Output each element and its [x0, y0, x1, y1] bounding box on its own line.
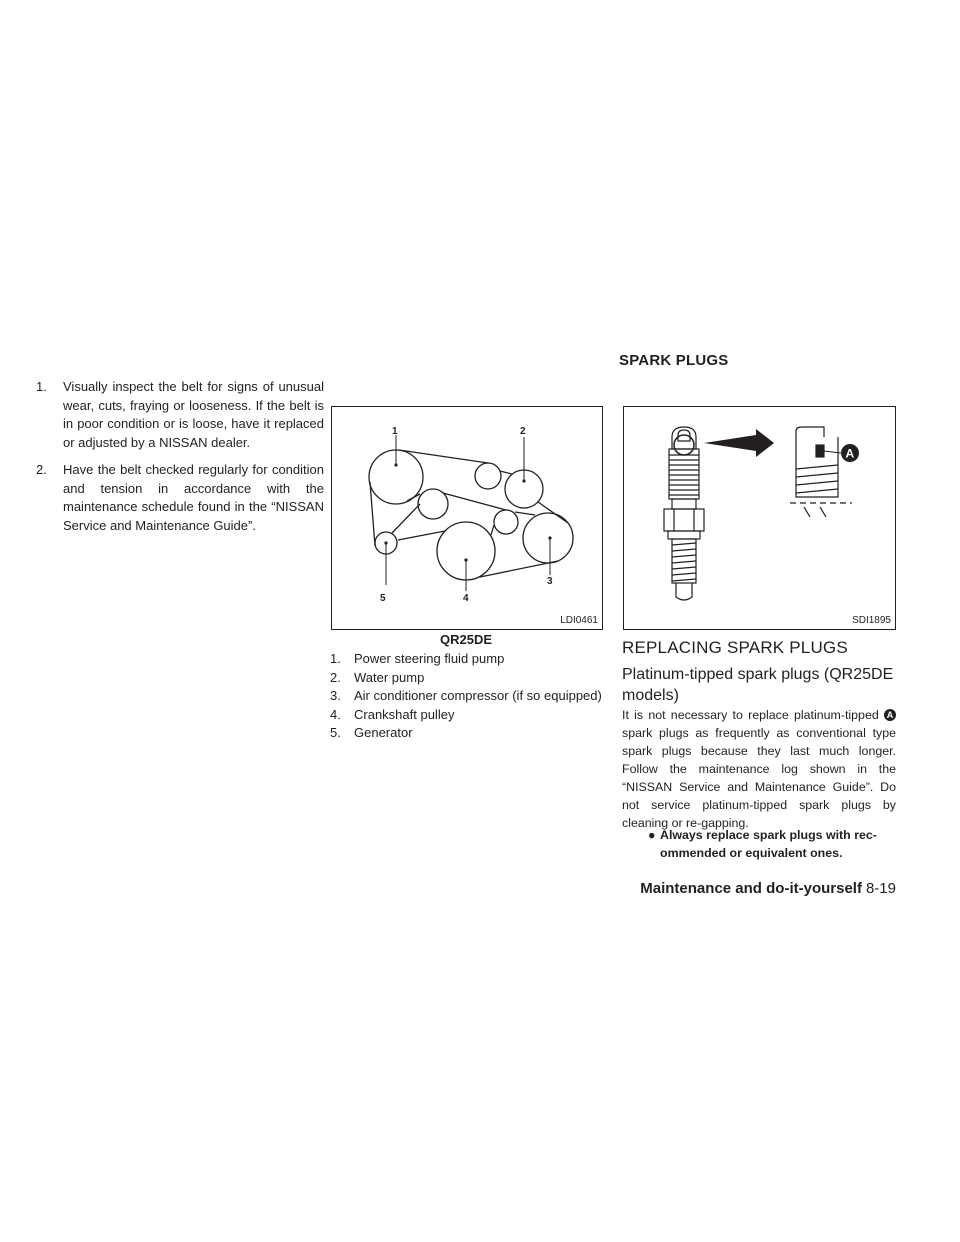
callout-3: 3	[547, 576, 553, 587]
spark-plug-figure	[623, 406, 896, 630]
legend-number: 5.	[330, 725, 341, 740]
legend-text: Generator	[354, 725, 413, 740]
callout-a: A	[845, 446, 855, 461]
para-text-before: It is not necessary to replace platinum-tipped	[622, 708, 879, 722]
pulley-idler-right	[494, 510, 518, 534]
bullet-dot-icon: ●	[648, 828, 656, 842]
legend-number: 1.	[330, 651, 341, 666]
callout-1: 1	[392, 426, 398, 437]
legend-text: Power steering fluid pump	[354, 651, 505, 666]
figure-code: SDI1895	[852, 615, 891, 626]
figure-code: LDI0461	[560, 615, 598, 626]
step-number: 2.	[36, 462, 47, 477]
step-text: Have the belt checked regularly for condition and tension in accordance with the maintenance schedule found in the “NISSAN Service and Maintenance Guide”.	[63, 462, 324, 533]
pulley-idler-upper	[475, 463, 501, 489]
legend-text: Water pump	[354, 669, 425, 685]
subsection-heading: Platinum-tipped spark plugs (QR25DE models)	[622, 666, 894, 704]
warning-bullet	[622, 826, 896, 862]
step-number: 1.	[36, 379, 47, 394]
callout-5: 5	[380, 593, 386, 604]
legend-text: Crankshaft pulley	[354, 706, 455, 722]
legend-item	[330, 650, 610, 669]
legend-number: 4.	[330, 706, 341, 722]
footer-section: Maintenance and do-it-yourself	[640, 880, 862, 897]
spark-plug-paragraph	[622, 706, 896, 832]
bullet-line-2: ommended or equivalent ones.	[660, 846, 843, 860]
bullet-line-1: Always replace spark plugs with rec-	[660, 828, 877, 842]
step-text: Visually inspect the belt for signs of unusual wear, cuts, fraying or looseness. If the belt is in poor condition or is loose, have it replaced or adjusted by a NISSAN dealer.	[63, 379, 324, 450]
spark-plug-diagram	[624, 407, 895, 629]
legend-number: 2.	[330, 669, 341, 685]
callout-2: 2	[520, 426, 526, 437]
section-heading: REPLACING SPARK PLUGS	[622, 638, 848, 657]
belt-routing-figure	[331, 406, 603, 630]
para-text-after: spark plugs as frequently as conventional type spark plugs because they last much longer. Follow the maintenance log shown in the “NISSAN Service and Maintenance Guide”. Do not service platinum-tipped spark plugs by cleaning or re-gapping.	[622, 726, 896, 830]
legend-number: 3.	[330, 688, 341, 703]
legend-item	[330, 706, 610, 725]
legend-text: Air conditioner compressor (if so equipped)	[354, 688, 602, 703]
step-1	[36, 378, 324, 452]
belt-routing-diagram	[332, 407, 602, 629]
legend-item	[330, 687, 610, 706]
callout-4: 4	[463, 593, 469, 604]
callout-a-badge: A	[884, 709, 896, 721]
belt-inspection-steps	[36, 378, 324, 544]
figure-caption: QR25DE	[439, 632, 493, 647]
legend-item	[330, 724, 610, 743]
belt-legend	[330, 650, 610, 743]
page-number: 8-19	[865, 880, 896, 897]
step-2	[36, 461, 324, 535]
bullet-text	[622, 826, 896, 862]
legend-item	[330, 669, 610, 688]
page-footer	[640, 880, 896, 897]
section-title: SPARK PLUGS	[619, 352, 729, 369]
